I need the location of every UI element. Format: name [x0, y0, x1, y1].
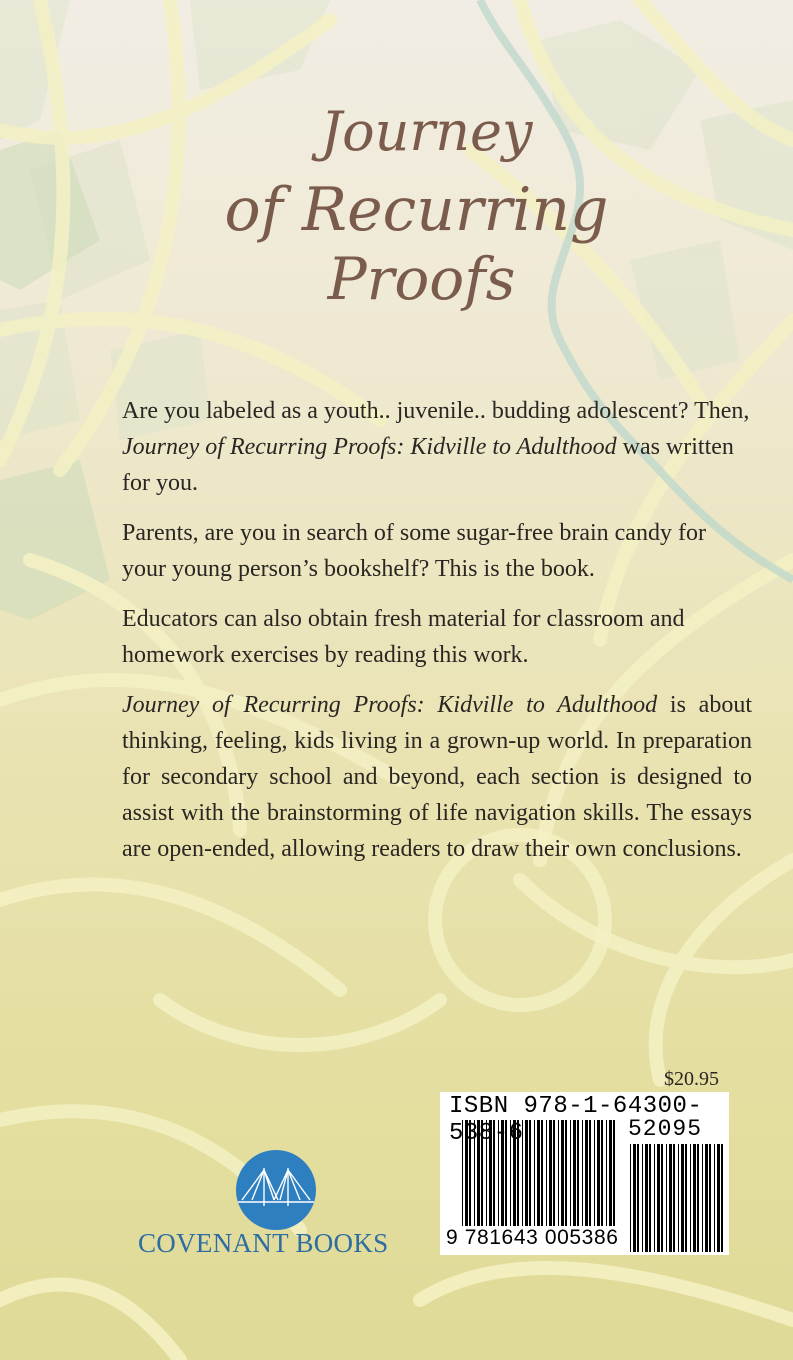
barcode-bar: [678, 1144, 679, 1252]
isbn-label: ISBN 978-1-64300-538-6: [449, 1093, 703, 1147]
blurb-paragraph-2: Parents, are you in search of some sugar-free brain candy for your young person’s bookshelf? This is the book.: [122, 520, 706, 582]
barcode-bar: [654, 1144, 655, 1252]
blurb-p4-book-title: Journey of Recurring Proofs: Kidville to Adulthood: [122, 692, 658, 718]
barcode-bar: [721, 1144, 723, 1252]
title-line-2: of Recurring: [224, 175, 609, 245]
barcode-bar: [669, 1144, 672, 1252]
title-line-1: Journey: [320, 100, 533, 163]
blurb-p4-text: is about thinking, feeling, kids living in a grown-up world. In preparation for secondary school and beyond, each section is designed to assist with the brainstorming of life navigation skills. The essays are open-ended, allowing readers to draw their own conclusions.: [122, 692, 752, 862]
covenant-books-logo-icon: [234, 1148, 318, 1232]
blurb-paragraph-3: Educators can also obtain fresh material for classroom and homework exercises by reading this work.: [122, 606, 685, 668]
ean-digits: 9 781643 005386: [446, 1226, 619, 1249]
blurb-paragraph-1: [122, 393, 752, 501]
barcode-bar: [685, 1144, 687, 1252]
barcode-bar: [637, 1144, 639, 1252]
barcode-bar: [714, 1144, 715, 1252]
barcode-bar: [649, 1144, 651, 1252]
barcode-bar: [717, 1144, 720, 1252]
barcode-bar: [690, 1144, 691, 1252]
blurb-p1-book-title: Journey of Recurring Proofs: Kidville to Adulthood: [122, 434, 617, 460]
barcode-bar: [681, 1144, 684, 1252]
barcode-bar: [657, 1144, 660, 1252]
back-cover-blurb: [122, 393, 752, 881]
barcode-bar: [666, 1144, 667, 1252]
blurb-p1-text-end: was written for you.: [122, 434, 734, 496]
barcode-bar: [630, 1144, 631, 1252]
blurb-paragraph-4: [122, 687, 752, 867]
blurb-p1-text: Are you labeled as a youth.. juvenile.. budding adolescent? Then,: [122, 398, 750, 424]
barcode-bar: [642, 1144, 643, 1252]
price-label: $20.95: [664, 1068, 719, 1090]
barcode-bar: [709, 1144, 711, 1252]
barcode-bar: [633, 1144, 636, 1252]
barcode-bar: [673, 1144, 675, 1252]
barcode-bar: [693, 1144, 696, 1252]
barcode-bar: [661, 1144, 663, 1252]
barcode-bar: [645, 1144, 648, 1252]
barcode-bar: [702, 1144, 703, 1252]
barcode-bar: [705, 1144, 708, 1252]
barcode-bar: [697, 1144, 699, 1252]
publisher-name: COVENANT BOOKS: [138, 1228, 389, 1258]
addon-digits: 52095: [628, 1116, 703, 1142]
title-line-3: Proofs: [327, 245, 516, 313]
isbn-barcode: [440, 1092, 729, 1255]
